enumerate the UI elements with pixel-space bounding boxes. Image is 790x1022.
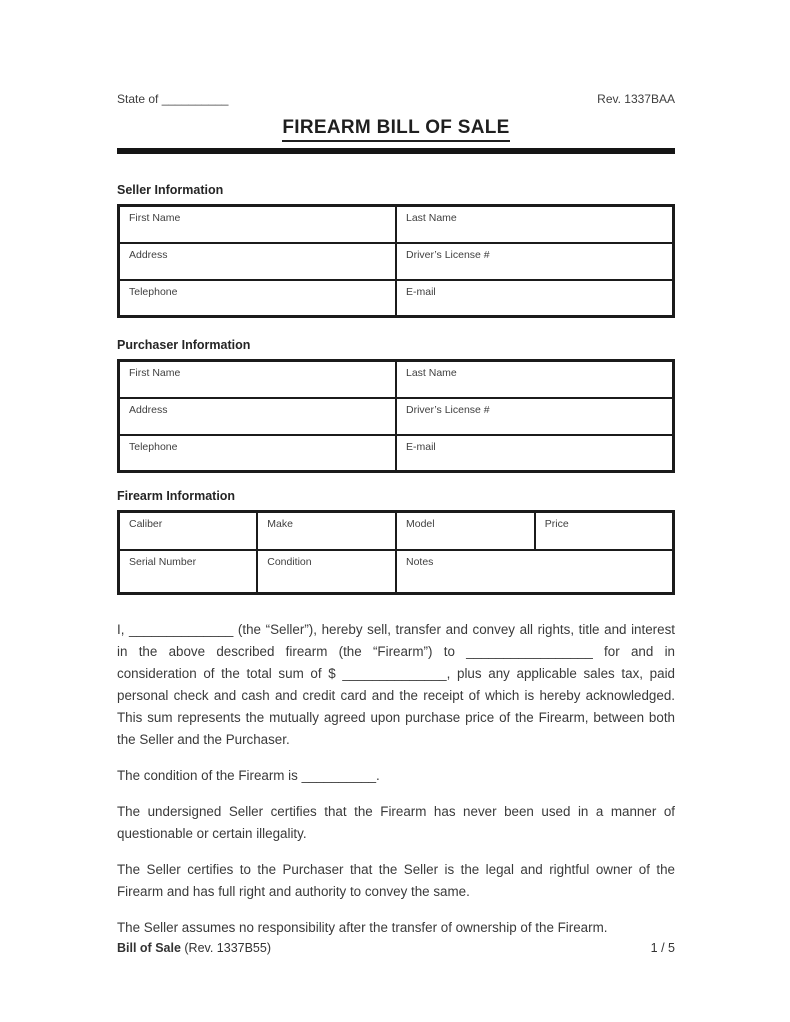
firearm-model-field: Model [396, 512, 535, 550]
purchaser-drivers-license-field: Driver’s License # [396, 398, 674, 435]
seller-info-table [117, 204, 675, 318]
seller-telephone-field: Telephone [119, 280, 397, 317]
seller-email-field: E-mail [396, 280, 674, 317]
purchaser-email-field: E-mail [396, 435, 674, 472]
seller-section-heading: Seller Information [117, 183, 224, 197]
table-row [119, 206, 674, 243]
purchaser-last-name-field: Last Name [396, 361, 674, 398]
revision-label: Rev. 1337BAA [597, 92, 675, 106]
seller-drivers-license-field: Driver’s License # [396, 243, 674, 280]
page-title-text: FIREARM BILL OF SALE [282, 116, 509, 142]
legality-certification-paragraph: The undersigned Seller certifies that the Firearm has never been used in a manner of questionable or certain illegality. [117, 804, 675, 841]
state-of-field: State of __________ [117, 92, 229, 106]
firearm-section-heading: Firearm Information [117, 489, 236, 503]
seller-last-name-field: Last Name [396, 206, 674, 243]
condition-paragraph: The condition of the Firearm is __________. [117, 768, 380, 783]
firearm-caliber-field: Caliber [119, 512, 258, 550]
page-content [117, 0, 675, 939]
purchaser-info-table [117, 359, 675, 473]
footer-rev-label: (Rev. 1337B55) [180, 941, 272, 955]
page-header [117, 92, 675, 106]
footer-doc-title: Bill of Sale [117, 941, 181, 955]
body-text [117, 619, 675, 939]
page-title [117, 116, 675, 142]
title-divider [117, 148, 675, 154]
purchaser-first-name-field: First Name [119, 361, 397, 398]
table-row [119, 243, 674, 280]
purchaser-address-field: Address [119, 398, 397, 435]
page-footer [117, 941, 675, 955]
firearm-condition-field: Condition [257, 550, 396, 594]
table-row [119, 398, 674, 435]
ownership-certification-paragraph: The Seller certifies to the Purchaser that the Seller is the legal and rightful owner of the Firearm and has full right and authority to convey the same. [117, 862, 675, 899]
table-row [119, 550, 674, 594]
footer-document-label [117, 941, 271, 955]
firearm-price-field: Price [535, 512, 674, 550]
purchaser-section-heading: Purchaser Information [117, 338, 251, 352]
table-row [119, 361, 674, 398]
seller-first-name-field: First Name [119, 206, 397, 243]
sale-declaration-paragraph: I, ______________ (the “Seller”), hereby sell, transfer and convey all rights, title and interest in the above described firearm (the “Firearm”) to _________________ for and in consideration of the total sum of $ ______________, plus any applicable sales tax, paid personal check and cash and credit card and the receipt of which is hereby acknowledged. This sum represents the mutually agreed upon purchase price of the Firearm, between both the Seller and the Purchaser. [117, 622, 675, 747]
table-row [119, 435, 674, 472]
firearm-serial-number-field: Serial Number [119, 550, 258, 594]
purchaser-telephone-field: Telephone [119, 435, 397, 472]
seller-address-field: Address [119, 243, 397, 280]
table-row [119, 280, 674, 317]
table-row [119, 512, 674, 550]
page-number-indicator: 1 / 5 [650, 941, 675, 955]
firearm-make-field: Make [257, 512, 396, 550]
responsibility-paragraph: The Seller assumes no responsibility after the transfer of ownership of the Firearm. [117, 920, 608, 935]
firearm-info-table [117, 510, 675, 595]
firearm-notes-field: Notes [396, 550, 674, 594]
